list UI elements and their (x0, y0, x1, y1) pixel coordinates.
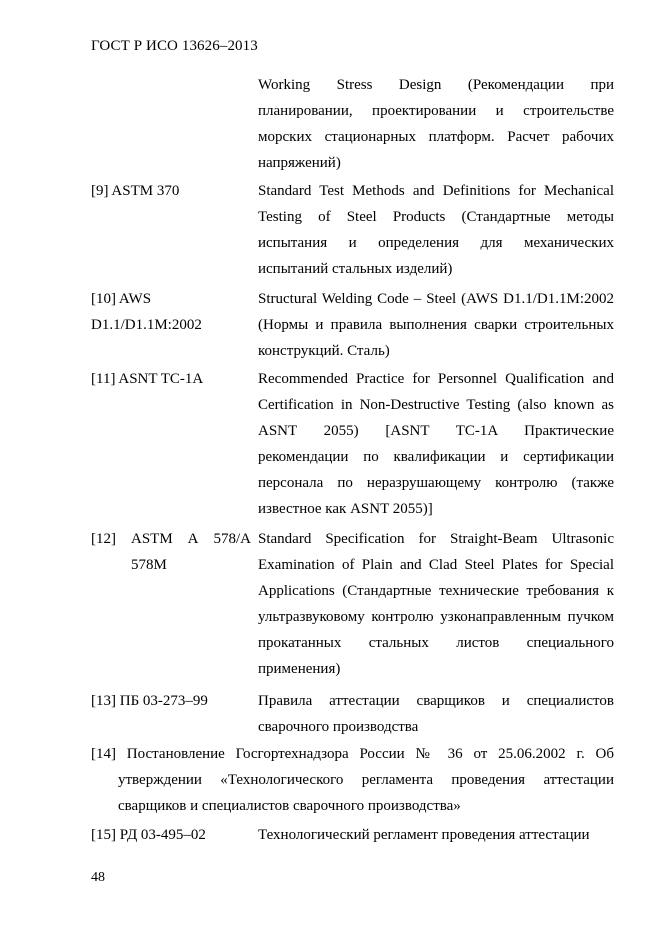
reference-description: Standard Specification for Straight-Beam Ultrasonic Examination of Plain and Clad Steel Plates for Special Applications (Стандартные технические требования к ультразвуковому контролю узконаправленным пучком прокатанных стальных листов специального применения) (258, 531, 614, 677)
reference-description: [14] Постановление Госгортехнадзора России № 36 от 25.06.2002 г. Об утверждении «Технологического регламента проведения аттестации сварщиков и специалистов сварочного производства» (91, 746, 614, 814)
reference-code (91, 822, 251, 848)
reference-15 (91, 822, 614, 848)
reference-code-line: [13] ПБ 03-273–99 (91, 693, 208, 709)
reference-code-line: [15] РД 03-495–02 (91, 827, 206, 843)
reference-code (91, 526, 251, 578)
reference-code-line: 578M (131, 557, 167, 573)
reference-continuation (91, 72, 614, 176)
reference-description: Правила аттестации сварщиков и специалистов сварочного производства (258, 693, 614, 735)
page-number: 48 (91, 870, 105, 885)
reference-13 (91, 688, 614, 740)
reference-description: Recommended Practice for Personnel Qualification and Certification in Non-Destructive Testing (also known as ASNT 2055) [ASNT TC-1A Практические рекомендации по квалификации и сертификации персонала по неразрушающему контролю (также известное как ASNT 2055)] (258, 371, 614, 517)
reference-description: Технологический регламент проведения аттестации (258, 827, 590, 843)
reference-code-line: [11] ASNT TC-1A (91, 371, 204, 387)
reference-code (91, 178, 251, 204)
reference-9 (91, 178, 614, 282)
reference-code-line: [12] ASTM A 578/A (91, 531, 251, 547)
reference-code-line: [9] ASTM 370 (91, 183, 180, 199)
reference-code (91, 688, 251, 714)
reference-code (91, 286, 251, 338)
reference-code-line: [10] AWS (91, 291, 152, 307)
reference-description: Standard Test Methods and Definitions for Mechanical Testing of Steel Products (Стандартные методы испытания и определения для механических испытаний стальных изделий) (258, 183, 614, 277)
reference-14 (91, 741, 614, 819)
reference-11 (91, 366, 614, 522)
reference-10 (91, 286, 614, 364)
reference-code-line: D1.1/D1.1M:2002 (91, 317, 202, 333)
reference-code (91, 366, 251, 392)
page-header: ГОСТ Р ИСО 13626–2013 (91, 38, 258, 54)
reference-description: Structural Welding Code – Steel (AWS D1.1/D1.1M:2002 (Нормы и правила выполнения сварки строительных конструкций. Сталь) (258, 291, 614, 359)
reference-12 (91, 526, 614, 682)
reference-description: Working Stress Design (Рекомендации при планировании, проектировании и строительстве морских стационарных платформ. Расчет рабочих напряжений) (258, 77, 614, 171)
